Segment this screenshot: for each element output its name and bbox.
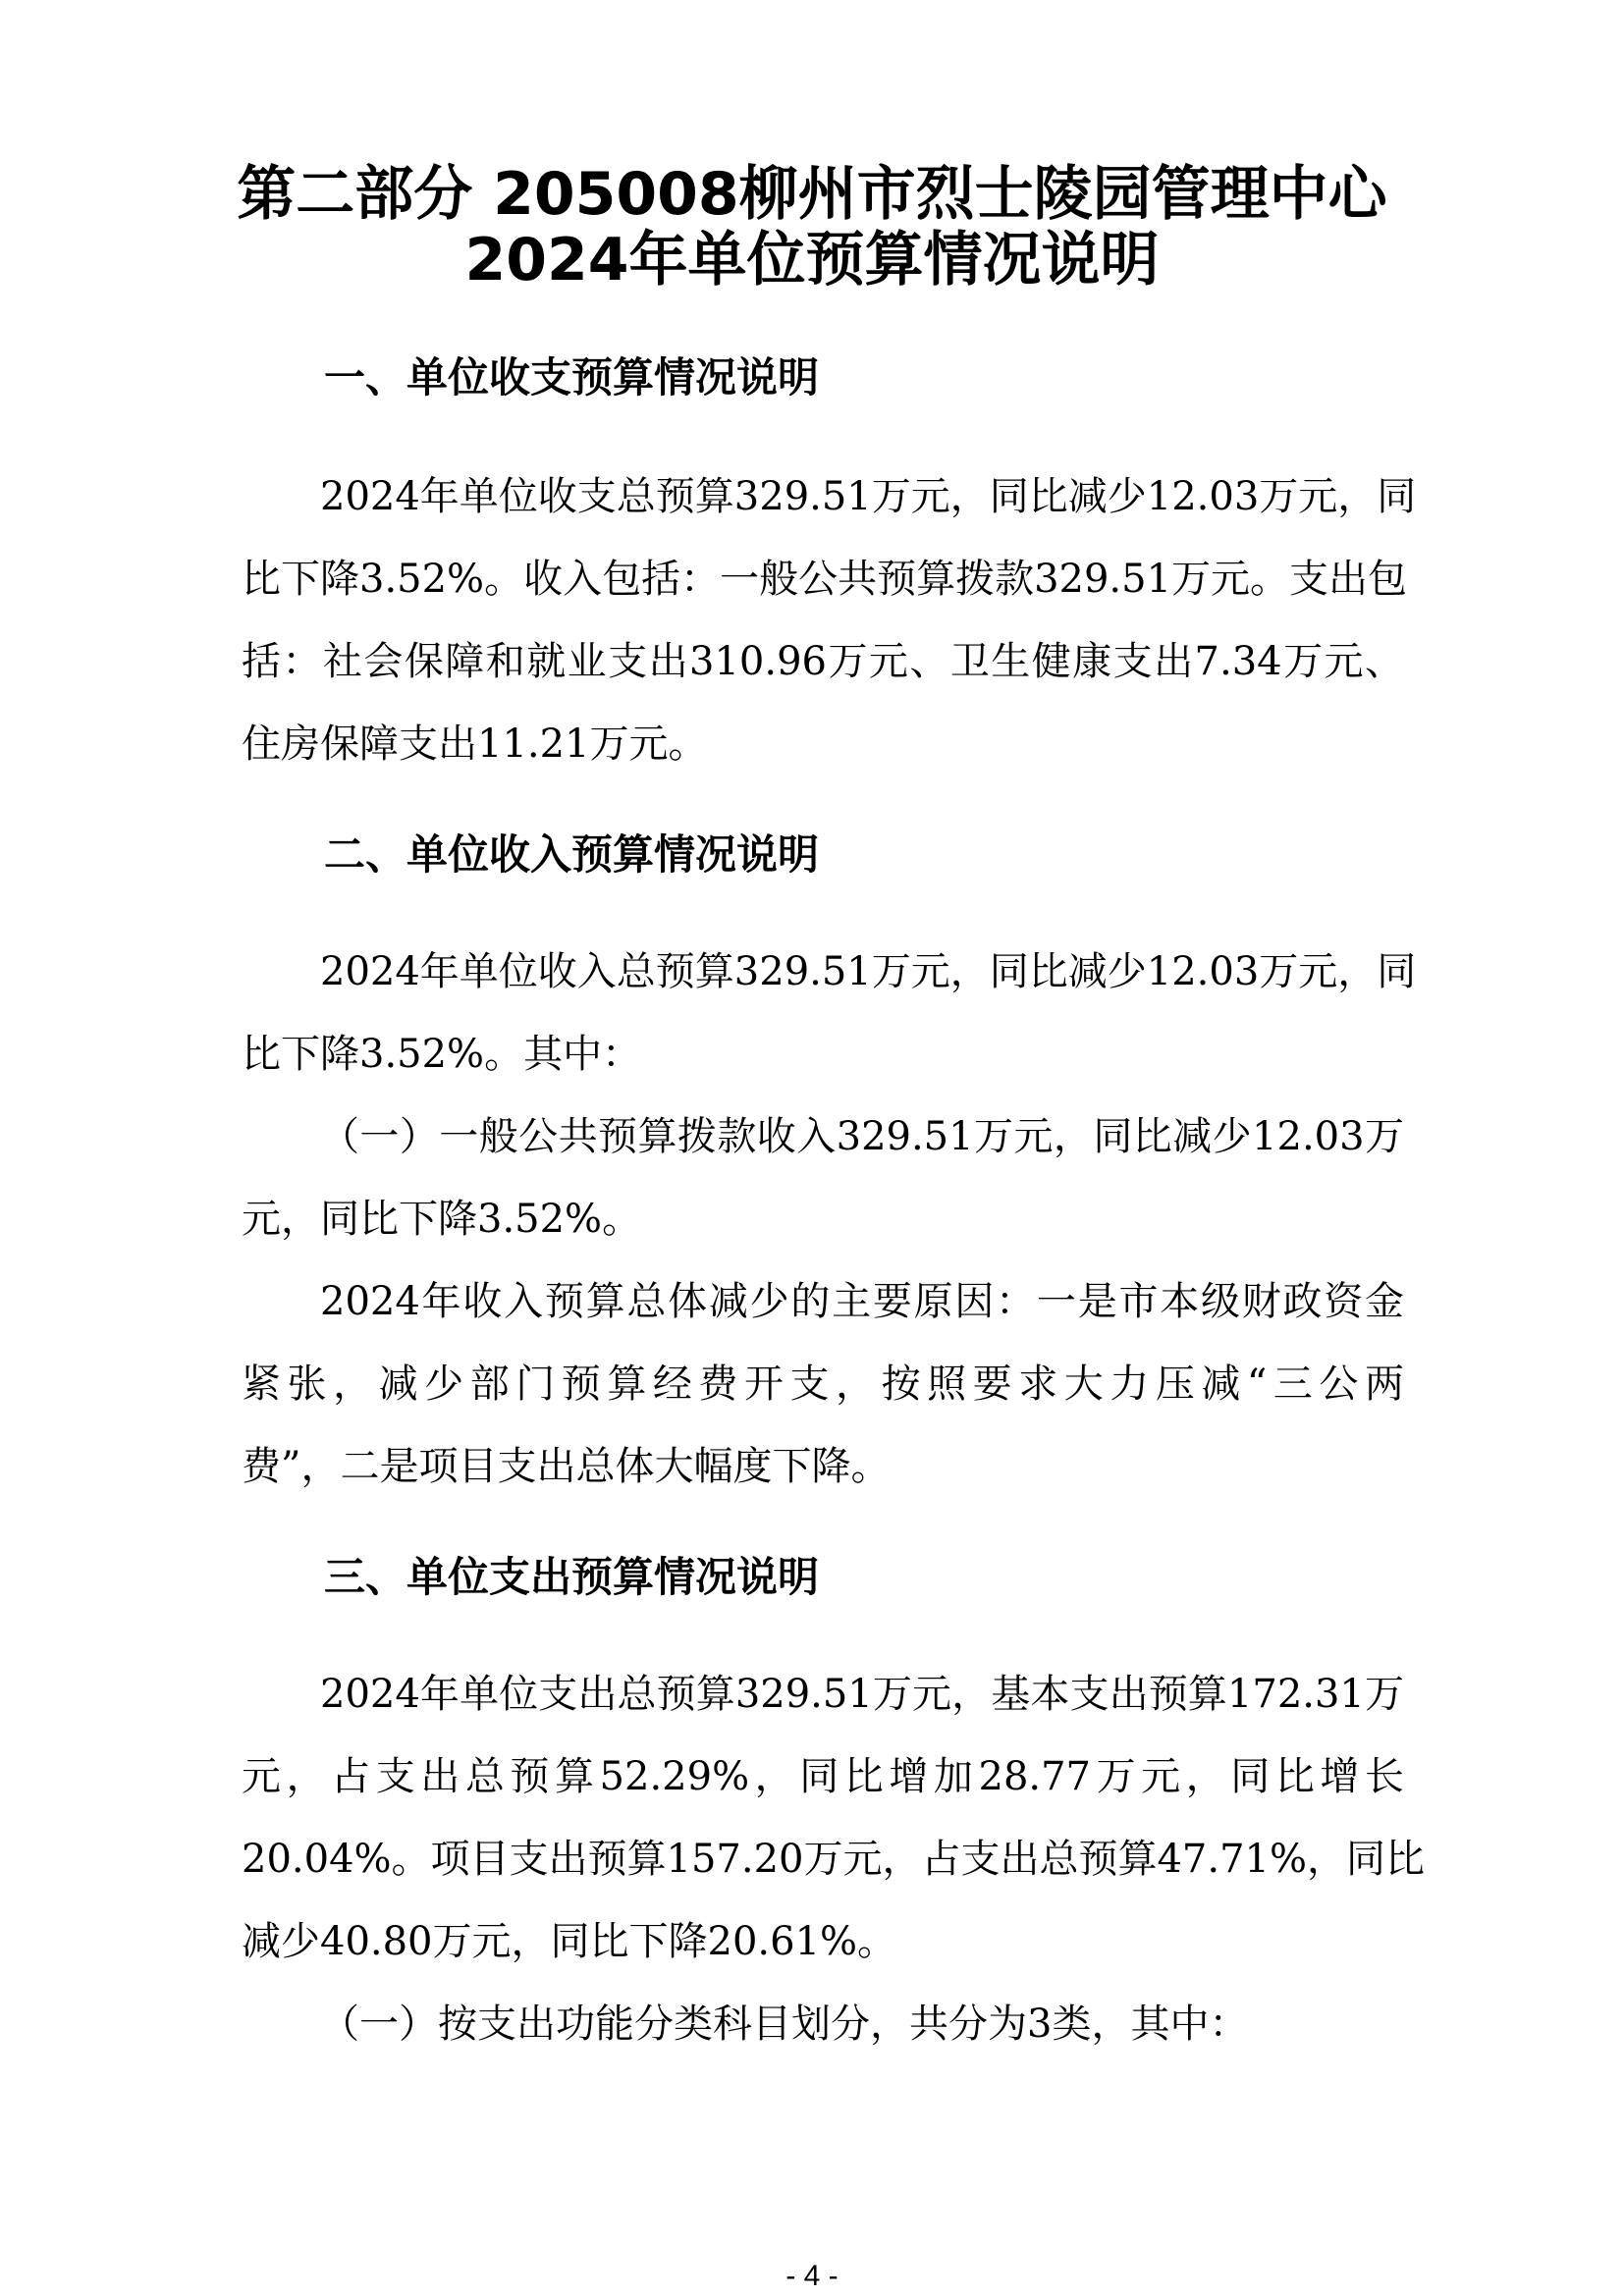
- section-heading-3: 三、单位支出预算情况说明: [324, 1553, 820, 1601]
- paragraph-line: （一）按支出功能分类科目划分，共分为3类，其中：: [320, 2002, 1249, 2047]
- section-heading-1: 一、单位收支预算情况说明: [324, 353, 820, 401]
- paragraph-line: 2024年单位收入总预算329.51万元，同比减少12.03万元，同: [320, 949, 1417, 994]
- paragraph-line: 减少40.80万元，同比下降20.61%。: [242, 1919, 897, 1964]
- paragraph-line: 2024年单位收支总预算329.51万元，同比减少12.03万元，同: [320, 474, 1417, 519]
- paragraph-line: 元，同比下降3.52%。: [242, 1197, 642, 1242]
- paragraph-line: （一）一般公共预算拨款收入329.51万元，同比减少12.03万: [320, 1114, 1404, 1159]
- paragraph-line: 费”，二是项目支出总体大幅度下降。: [242, 1444, 891, 1489]
- section-heading-2: 二、单位收入预算情况说明: [324, 830, 820, 879]
- paragraph-line: 元，占支出总预算52.29%，同比增加28.77万元，同比增长: [242, 1754, 1404, 1799]
- paragraph-line: 比下降3.52%。其中：: [242, 1032, 642, 1077]
- page-title-line-2: 2024年单位预算情况说明: [464, 226, 1160, 294]
- paragraph-line: 括：社会保障和就业支出310.96万元、卫生健康支出7.34万元、: [242, 639, 1404, 684]
- page-title-line-1: 第二部分 205008柳州市烈士陵园管理中心: [237, 160, 1387, 229]
- paragraph-line: 住房保障支出11.21万元。: [242, 721, 708, 767]
- paragraph-line: 比下降3.52%。收入包括：一般公共预算拨款329.51万元。支出包: [242, 557, 1408, 602]
- page-number: - 4 -: [785, 2260, 839, 2292]
- paragraph-line: 2024年收入预算总体减少的主要原因：一是市本级财政资金: [320, 1279, 1404, 1324]
- paragraph-line: 紧张，减少部门预算经费开支，按照要求大力压减“三公两: [242, 1362, 1404, 1407]
- paragraph-line: 20.04%。项目支出预算157.20万元，占支出总预算47.71%，同比: [242, 1837, 1425, 1882]
- paragraph-line: 2024年单位支出总预算329.51万元，基本支出预算172.31万: [320, 1672, 1404, 1717]
